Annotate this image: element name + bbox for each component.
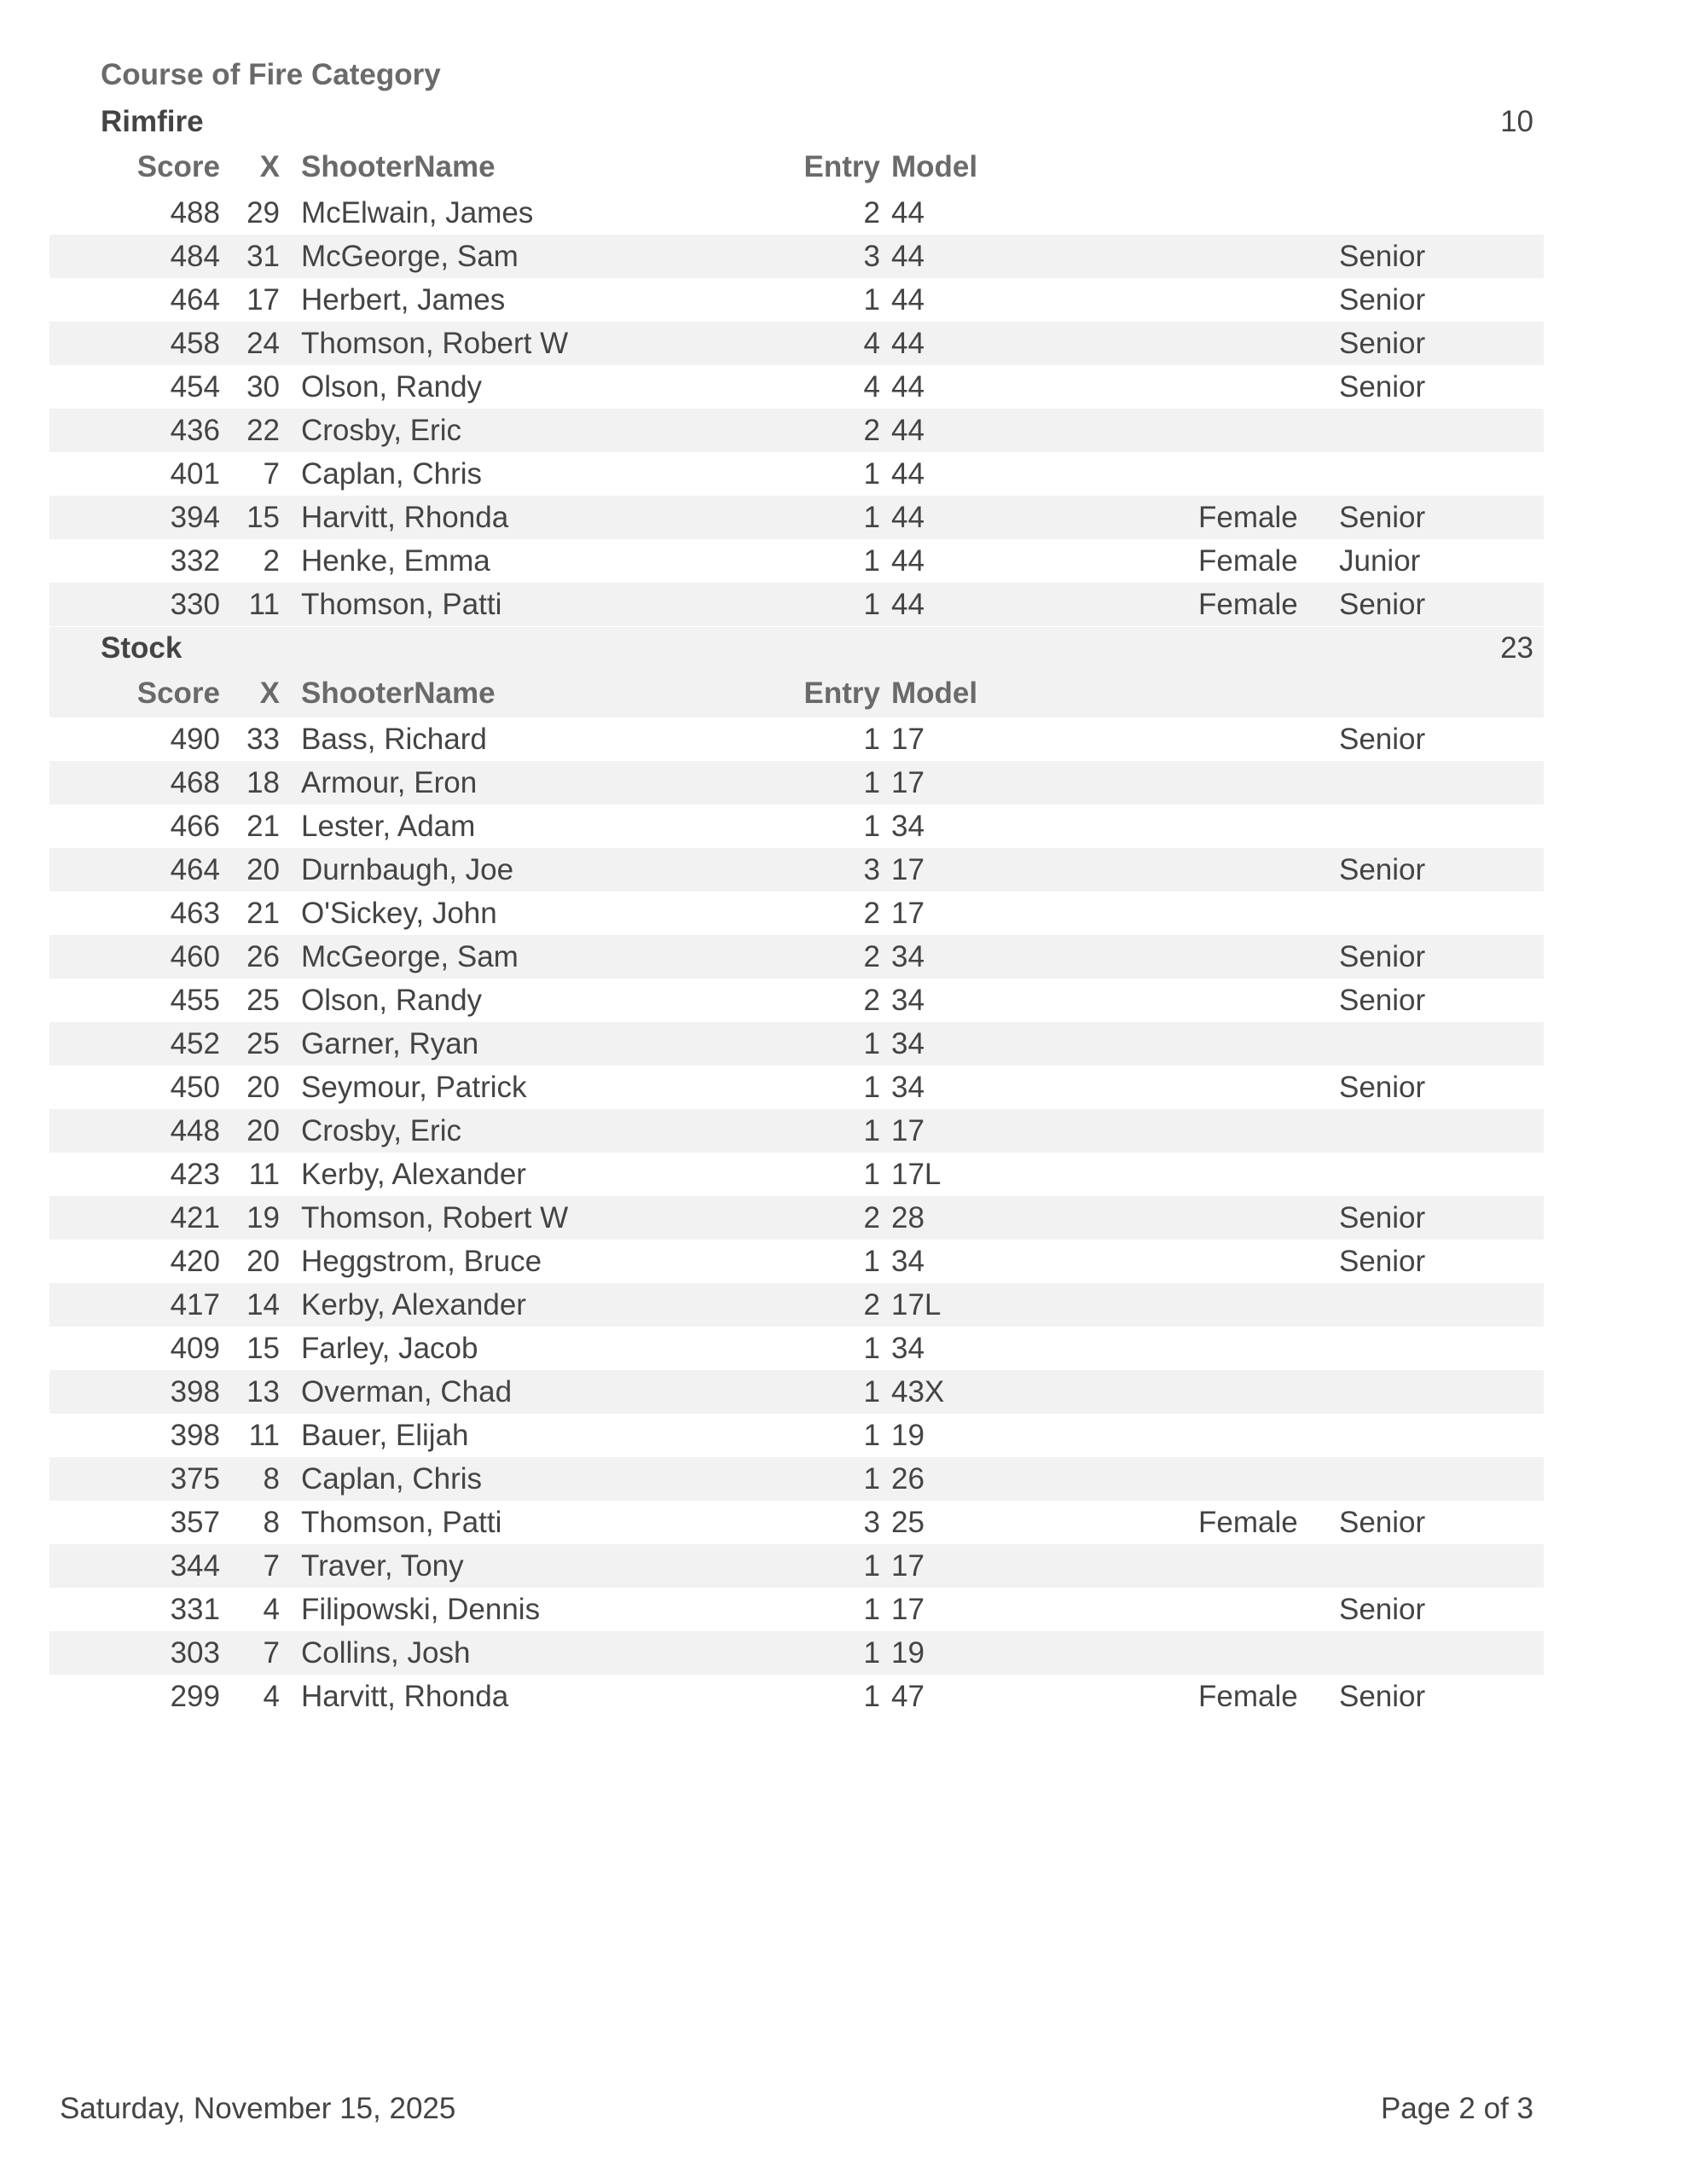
score-cell: 420 <box>170 1245 220 1278</box>
shooter-name-cell: McGeorge, Sam <box>301 240 519 273</box>
model-cell: 17 <box>891 853 925 886</box>
x-count-cell: 24 <box>246 327 280 360</box>
shooter-name-cell: McElwain, James <box>301 196 534 229</box>
entry-cell: 1 <box>863 1375 880 1409</box>
score-cell: 330 <box>170 588 220 621</box>
x-count-cell: 33 <box>246 723 280 756</box>
score-cell: 488 <box>170 196 220 229</box>
x-count-cell: 21 <box>246 897 280 930</box>
entry-cell: 4 <box>863 370 880 404</box>
gender-cell: Female <box>1198 544 1298 578</box>
x-count-cell: 13 <box>246 1375 280 1409</box>
entry-cell: 3 <box>863 1506 880 1539</box>
x-count-cell: 25 <box>246 984 280 1017</box>
section-title: Rimfire <box>101 105 204 138</box>
model-cell: 17 <box>891 766 925 799</box>
entry-cell: 1 <box>863 544 880 578</box>
score-cell: 458 <box>170 327 220 360</box>
model-cell: 34 <box>891 1027 925 1060</box>
x-count-cell: 14 <box>246 1288 280 1321</box>
column-header-x: X <box>259 150 280 183</box>
entry-cell: 4 <box>863 327 880 360</box>
model-cell: 44 <box>891 414 925 447</box>
shooter-name-cell: Thomson, Patti <box>301 1506 502 1539</box>
shooter-name-cell: Olson, Randy <box>301 370 483 404</box>
column-header-shooter-name: ShooterName <box>301 677 496 710</box>
model-cell: 34 <box>891 940 925 973</box>
model-cell: 17 <box>891 723 925 756</box>
model-cell: 17 <box>891 1114 925 1147</box>
model-cell: 17 <box>891 897 925 930</box>
entry-cell: 1 <box>863 1158 880 1191</box>
x-count-cell: 2 <box>263 544 280 578</box>
x-count-cell: 7 <box>263 1636 280 1670</box>
entry-cell: 1 <box>863 283 880 317</box>
column-header-model: Model <box>891 150 978 183</box>
column-header-score: Score <box>136 677 220 710</box>
score-cell: 454 <box>170 370 220 404</box>
section-title-row <box>49 101 1544 143</box>
table-row <box>49 1501 1544 1544</box>
age-class-cell: Senior <box>1339 1071 1426 1104</box>
table-row <box>49 1370 1544 1414</box>
model-cell: 34 <box>891 984 925 1017</box>
shooter-name-cell: Durnbaugh, Joe <box>301 853 514 886</box>
model-cell: 34 <box>891 1071 925 1104</box>
entry-cell: 2 <box>863 1201 880 1234</box>
age-class-cell: Junior <box>1339 544 1421 578</box>
shooter-name-cell: Harvitt, Rhonda <box>301 501 509 534</box>
entry-cell: 1 <box>863 1593 880 1626</box>
x-count-cell: 20 <box>246 1071 280 1104</box>
table-row <box>49 539 1544 583</box>
shooter-name-cell: Olson, Randy <box>301 984 483 1017</box>
table-row <box>49 1022 1544 1066</box>
shooter-name-cell: Seymour, Patrick <box>301 1071 527 1104</box>
age-class-cell: Senior <box>1339 370 1426 404</box>
entry-cell: 2 <box>863 984 880 1017</box>
shooter-name-cell: Collins, Josh <box>301 1636 471 1670</box>
table-row <box>49 761 1544 804</box>
model-cell: 19 <box>891 1419 925 1452</box>
entry-cell: 1 <box>863 766 880 799</box>
age-class-cell: Senior <box>1339 283 1426 317</box>
score-cell: 417 <box>170 1288 220 1321</box>
shooter-name-cell: Herbert, James <box>301 283 506 317</box>
score-cell: 490 <box>170 723 220 756</box>
age-class-cell: Senior <box>1339 240 1426 273</box>
x-count-cell: 4 <box>263 1680 280 1713</box>
x-count-cell: 22 <box>246 414 280 447</box>
table-row <box>49 1283 1544 1327</box>
shooter-name-cell: Thomson, Robert W <box>301 1201 569 1234</box>
section-stock <box>49 627 1544 1718</box>
table-row <box>49 1588 1544 1631</box>
table-row <box>49 583 1544 626</box>
score-cell: 468 <box>170 766 220 799</box>
x-count-cell: 21 <box>246 810 280 843</box>
table-row <box>49 278 1544 322</box>
x-count-cell: 17 <box>246 283 280 317</box>
score-cell: 436 <box>170 414 220 447</box>
shooter-name-cell: Thomson, Patti <box>301 588 502 621</box>
shooter-name-cell: Bauer, Elijah <box>301 1419 469 1452</box>
model-cell: 44 <box>891 501 925 534</box>
shooter-name-cell: Crosby, Eric <box>301 1114 461 1147</box>
x-count-cell: 15 <box>246 1332 280 1365</box>
shooter-name-cell: Kerby, Alexander <box>301 1158 526 1191</box>
shooter-name-cell: Garner, Ryan <box>301 1027 479 1060</box>
model-cell: 34 <box>891 1245 925 1278</box>
score-cell: 375 <box>170 1462 220 1496</box>
shooter-name-cell: Henke, Emma <box>301 544 490 578</box>
shooter-name-cell: Armour, Eron <box>301 766 478 799</box>
model-cell: 44 <box>891 327 925 360</box>
age-class-cell: Senior <box>1339 853 1426 886</box>
table-row <box>49 1240 1544 1283</box>
gender-cell: Female <box>1198 1680 1298 1713</box>
table-row <box>49 322 1544 365</box>
table-row <box>49 1066 1544 1109</box>
shooter-name-cell: Bass, Richard <box>301 723 487 756</box>
gender-cell: Female <box>1198 501 1298 534</box>
shooter-name-cell: McGeorge, Sam <box>301 940 519 973</box>
age-class-cell: Senior <box>1339 1593 1426 1626</box>
x-count-cell: 11 <box>248 1158 280 1191</box>
score-cell: 303 <box>170 1636 220 1670</box>
x-count-cell: 26 <box>246 940 280 973</box>
entry-cell: 1 <box>863 723 880 756</box>
table-row <box>49 1327 1544 1370</box>
age-class-cell: Senior <box>1339 723 1426 756</box>
model-cell: 44 <box>891 283 925 317</box>
table-row <box>49 365 1544 409</box>
age-class-cell: Senior <box>1339 501 1426 534</box>
score-cell: 357 <box>170 1506 220 1539</box>
model-cell: 44 <box>891 457 925 491</box>
score-cell: 455 <box>170 984 220 1017</box>
score-cell: 394 <box>170 501 220 534</box>
score-cell: 448 <box>170 1114 220 1147</box>
model-cell: 44 <box>891 370 925 404</box>
score-cell: 401 <box>170 457 220 491</box>
table-row <box>49 1414 1544 1457</box>
entry-cell: 1 <box>863 588 880 621</box>
footer-page-number: Page 2 of 3 <box>1380 2092 1533 2125</box>
entry-cell: 2 <box>863 1288 880 1321</box>
table-row <box>49 409 1544 452</box>
model-cell: 44 <box>891 544 925 578</box>
score-cell: 423 <box>170 1158 220 1191</box>
x-count-cell: 30 <box>246 370 280 404</box>
x-count-cell: 11 <box>248 1419 280 1452</box>
column-header-shooter-name: ShooterName <box>301 150 496 183</box>
age-class-cell: Senior <box>1339 588 1426 621</box>
model-cell: 25 <box>891 1506 925 1539</box>
x-count-cell: 8 <box>263 1462 280 1496</box>
table-row <box>49 717 1544 761</box>
section-title: Stock <box>101 631 183 665</box>
table-row <box>49 496 1544 539</box>
shooter-name-cell: Overman, Chad <box>301 1375 513 1409</box>
category-heading: Course of Fire Category <box>101 58 441 91</box>
x-count-cell: 7 <box>263 457 280 491</box>
entry-cell: 1 <box>863 1549 880 1583</box>
entry-cell: 2 <box>863 940 880 973</box>
shooter-name-cell: Caplan, Chris <box>301 1462 483 1496</box>
x-count-cell: 31 <box>246 240 280 273</box>
x-count-cell: 7 <box>263 1549 280 1583</box>
shooter-name-cell: Farley, Jacob <box>301 1332 478 1365</box>
x-count-cell: 20 <box>246 1114 280 1147</box>
entry-cell: 3 <box>863 240 880 273</box>
entry-cell: 1 <box>863 1071 880 1104</box>
age-class-cell: Senior <box>1339 327 1426 360</box>
shooter-name-cell: Lester, Adam <box>301 810 476 843</box>
model-cell: 47 <box>891 1680 925 1713</box>
x-count-cell: 25 <box>246 1027 280 1060</box>
column-header-row <box>49 143 1544 191</box>
footer-date: Saturday, November 15, 2025 <box>60 2092 456 2125</box>
score-cell: 421 <box>170 1201 220 1234</box>
entry-cell: 1 <box>863 1636 880 1670</box>
score-cell: 332 <box>170 544 220 578</box>
x-count-cell: 8 <box>263 1506 280 1539</box>
table-row <box>49 1109 1544 1153</box>
shooter-name-cell: Kerby, Alexander <box>301 1288 526 1321</box>
shooter-name-cell: Harvitt, Rhonda <box>301 1680 509 1713</box>
age-class-cell: Senior <box>1339 1245 1426 1278</box>
score-cell: 409 <box>170 1332 220 1365</box>
entry-cell: 1 <box>863 1462 880 1496</box>
table-row <box>49 1153 1544 1196</box>
shooter-name-cell: Filipowski, Dennis <box>301 1593 541 1626</box>
table-row <box>49 848 1544 892</box>
gender-cell: Female <box>1198 1506 1298 1539</box>
entry-cell: 1 <box>863 1332 880 1365</box>
column-header-entry: Entry <box>803 150 880 183</box>
entry-cell: 1 <box>863 457 880 491</box>
score-cell: 484 <box>170 240 220 273</box>
age-class-cell: Senior <box>1339 940 1426 973</box>
entry-cell: 1 <box>863 1680 880 1713</box>
column-header-row <box>49 670 1544 717</box>
entry-cell: 1 <box>863 1027 880 1060</box>
gender-cell: Female <box>1198 588 1298 621</box>
age-class-cell: Senior <box>1339 984 1426 1017</box>
model-cell: 17L <box>891 1288 942 1321</box>
x-count-cell: 18 <box>246 766 280 799</box>
score-cell: 460 <box>170 940 220 973</box>
section-rimfire <box>49 101 1544 626</box>
table-row <box>49 892 1544 935</box>
table-row <box>49 191 1544 235</box>
score-cell: 344 <box>170 1549 220 1583</box>
model-cell: 17 <box>891 1593 925 1626</box>
score-cell: 299 <box>170 1680 220 1713</box>
shooter-name-cell: Thomson, Robert W <box>301 327 569 360</box>
table-row <box>49 1457 1544 1501</box>
shooter-name-cell: Heggstrom, Bruce <box>301 1245 542 1278</box>
column-header-x: X <box>259 677 280 710</box>
score-cell: 464 <box>170 283 220 317</box>
x-count-cell: 19 <box>246 1201 280 1234</box>
model-cell: 34 <box>891 810 925 843</box>
entry-cell: 1 <box>863 1114 880 1147</box>
model-cell: 17L <box>891 1158 942 1191</box>
entry-cell: 1 <box>863 1245 880 1278</box>
entry-cell: 1 <box>863 1419 880 1452</box>
age-class-cell: Senior <box>1339 1506 1426 1539</box>
x-count-cell: 15 <box>246 501 280 534</box>
model-cell: 19 <box>891 1636 925 1670</box>
table-row <box>49 1544 1544 1588</box>
score-cell: 398 <box>170 1419 220 1452</box>
x-count-cell: 29 <box>246 196 280 229</box>
score-cell: 463 <box>170 897 220 930</box>
score-cell: 464 <box>170 853 220 886</box>
section-count: 23 <box>1500 631 1533 665</box>
section-count: 10 <box>1500 105 1533 138</box>
shooter-name-cell: Traver, Tony <box>301 1549 464 1583</box>
table-row <box>49 1631 1544 1675</box>
table-row <box>49 935 1544 979</box>
table-row <box>49 979 1544 1022</box>
column-header-entry: Entry <box>803 677 880 710</box>
score-cell: 331 <box>170 1593 220 1626</box>
table-row <box>49 1196 1544 1240</box>
model-cell: 34 <box>891 1332 925 1365</box>
entry-cell: 2 <box>863 897 880 930</box>
score-cell: 452 <box>170 1027 220 1060</box>
column-header-model: Model <box>891 677 978 710</box>
model-cell: 26 <box>891 1462 925 1496</box>
shooter-name-cell: O'Sickey, John <box>301 897 497 930</box>
age-class-cell: Senior <box>1339 1201 1426 1234</box>
table-row <box>49 804 1544 848</box>
score-cell: 450 <box>170 1071 220 1104</box>
score-cell: 398 <box>170 1375 220 1409</box>
entry-cell: 3 <box>863 853 880 886</box>
shooter-name-cell: Crosby, Eric <box>301 414 461 447</box>
entry-cell: 1 <box>863 810 880 843</box>
shooter-name-cell: Caplan, Chris <box>301 457 483 491</box>
entry-cell: 2 <box>863 196 880 229</box>
x-count-cell: 20 <box>246 1245 280 1278</box>
x-count-cell: 4 <box>263 1593 280 1626</box>
entry-cell: 1 <box>863 501 880 534</box>
age-class-cell: Senior <box>1339 1680 1426 1713</box>
score-cell: 466 <box>170 810 220 843</box>
section-title-row <box>49 627 1544 670</box>
model-cell: 28 <box>891 1201 925 1234</box>
x-count-cell: 11 <box>248 588 280 621</box>
model-cell: 44 <box>891 196 925 229</box>
column-header-score: Score <box>136 150 220 183</box>
model-cell: 43X <box>891 1375 945 1409</box>
table-row <box>49 235 1544 278</box>
model-cell: 17 <box>891 1549 925 1583</box>
model-cell: 44 <box>891 588 925 621</box>
table-row <box>49 1675 1544 1718</box>
x-count-cell: 20 <box>246 853 280 886</box>
table-row <box>49 452 1544 496</box>
entry-cell: 2 <box>863 414 880 447</box>
model-cell: 44 <box>891 240 925 273</box>
